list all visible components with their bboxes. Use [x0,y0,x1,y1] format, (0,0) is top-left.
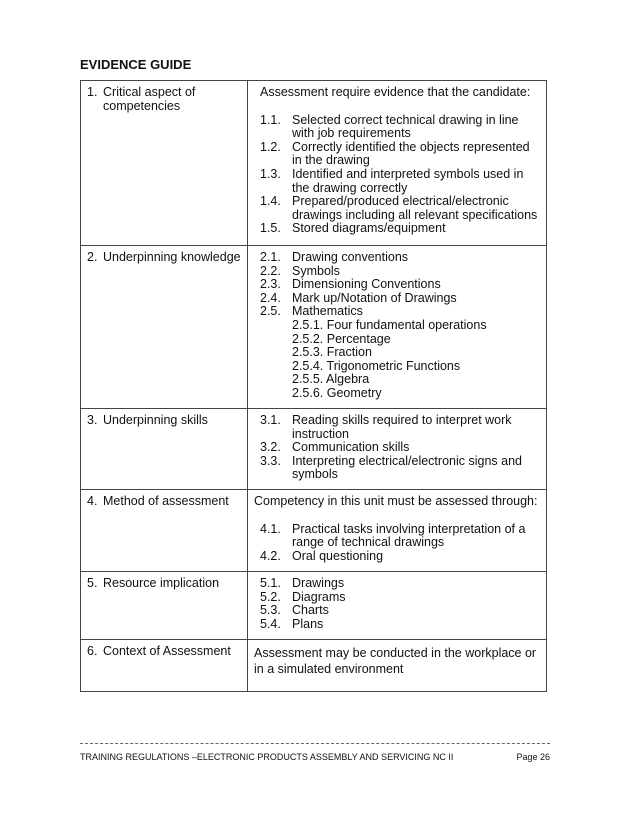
list-item: 1.2. Correctly identified the objects represented in the drawing [260,139,530,168]
evidence-guide-table [80,80,547,692]
row-content-cell [248,409,547,490]
row-label: Method of assessment [103,494,229,508]
footer-title: TRAINING REGULATIONS –ELECTRONIC PRODUCTS ASSEMBLY AND SERVICING NC II [80,752,454,762]
row-label: Resource implication [103,576,220,590]
list-item: 1.5. Stored diagrams/equipment [260,221,446,236]
sub-list-item: 2.5.5. Algebra [292,372,370,387]
row-number: 4. [87,494,98,508]
table-row [81,490,547,572]
item-list [260,577,540,631]
item-list [254,523,540,564]
list-item: 4.1. Practical tasks involving interpretation of a range of technical drawings [260,521,526,550]
list-item: 1.1. Selected correct technical drawing in line with job requirements [260,112,519,141]
list-item: 3.2. Communication skills [260,440,410,455]
row-number: 6. [87,644,98,658]
list-item: 2.2. Symbols [260,263,340,278]
sub-list-item: 2.5.4. Trigonometric Functions [292,358,461,373]
list-item: 2.3. Dimensioning Conventions [260,277,441,292]
row-label: Underpinning skills [103,413,208,427]
item-list [260,251,540,401]
list-item: 1.3. Identified and interpreted symbols used in the drawing correctly [260,166,524,195]
table-row [81,246,547,409]
list-item: 5.1. Drawings [260,576,345,590]
row-content-cell [248,246,547,409]
list-item: 2.5. Mathematics 2.5.1. Four fundamental operations 2.5.2. Percentage 2.5.3. Fraction 2.5.4. Trigonometric Functions 2.5.5. Algebra 2.5.6. Geometry [260,305,540,400]
list-item: 2.1. Drawing conventions [260,250,409,264]
row-content-cell [248,490,547,572]
list-item: 5.4. Plans [260,616,324,631]
table-row [81,81,547,246]
row-label-cell [81,409,248,490]
table-row [81,572,547,640]
page-heading: EVIDENCE GUIDE [80,57,192,72]
item-list [260,414,540,482]
row-label: Underpinning knowledge [103,250,241,264]
list-item: 2.4. Mark up/Notation of Drawings [260,290,457,305]
row-number: 1. [87,85,98,99]
table-row [81,409,547,490]
row-number: 5. [87,576,98,590]
list-item: 1.4. Prepared/produced electrical/electronic drawings including all relevant specifications [260,194,538,222]
list-item: 3.1. Reading skills required to interpret work instruction [260,413,512,441]
item-list [260,114,540,236]
row-content-cell [248,81,547,246]
row-label-cell [81,490,248,572]
row-text: Assessment may be conducted in the workplace or in a simulated environment [254,646,537,676]
row-label-cell [81,572,248,640]
sub-item-list [292,319,540,401]
list-item: 3.3. Interpreting electrical/electronic signs and symbols [260,453,522,482]
sub-list-item: 2.5.6. Geometry [292,385,382,400]
row-number: 3. [87,413,98,427]
row-label-cell [81,640,248,692]
page-number: Page 26 [516,752,550,762]
row-intro: Competency in this unit must be assessed through: [254,494,538,508]
row-label-cell [81,246,248,409]
list-item: 5.2. Diagrams [260,589,346,604]
row-number: 2. [87,250,98,264]
sub-list-item: 2.5.1. Four fundamental operations [292,317,487,332]
row-content-cell [248,640,547,692]
row-intro: Assessment require evidence that the candidate: [260,85,531,99]
footer-divider [80,743,550,744]
list-item: 5.3. Charts [260,603,329,618]
row-label-cell [81,81,248,246]
row-label: Critical aspect of competencies [103,85,196,113]
sub-list-item: 2.5.3. Fraction [292,345,372,360]
row-label: Context of Assessment [103,644,231,658]
sub-list-item: 2.5.2. Percentage [292,331,391,346]
table-row [81,640,547,692]
page-footer [80,752,550,762]
list-item: 4.2. Oral questioning [260,548,384,563]
row-content-cell [248,572,547,640]
